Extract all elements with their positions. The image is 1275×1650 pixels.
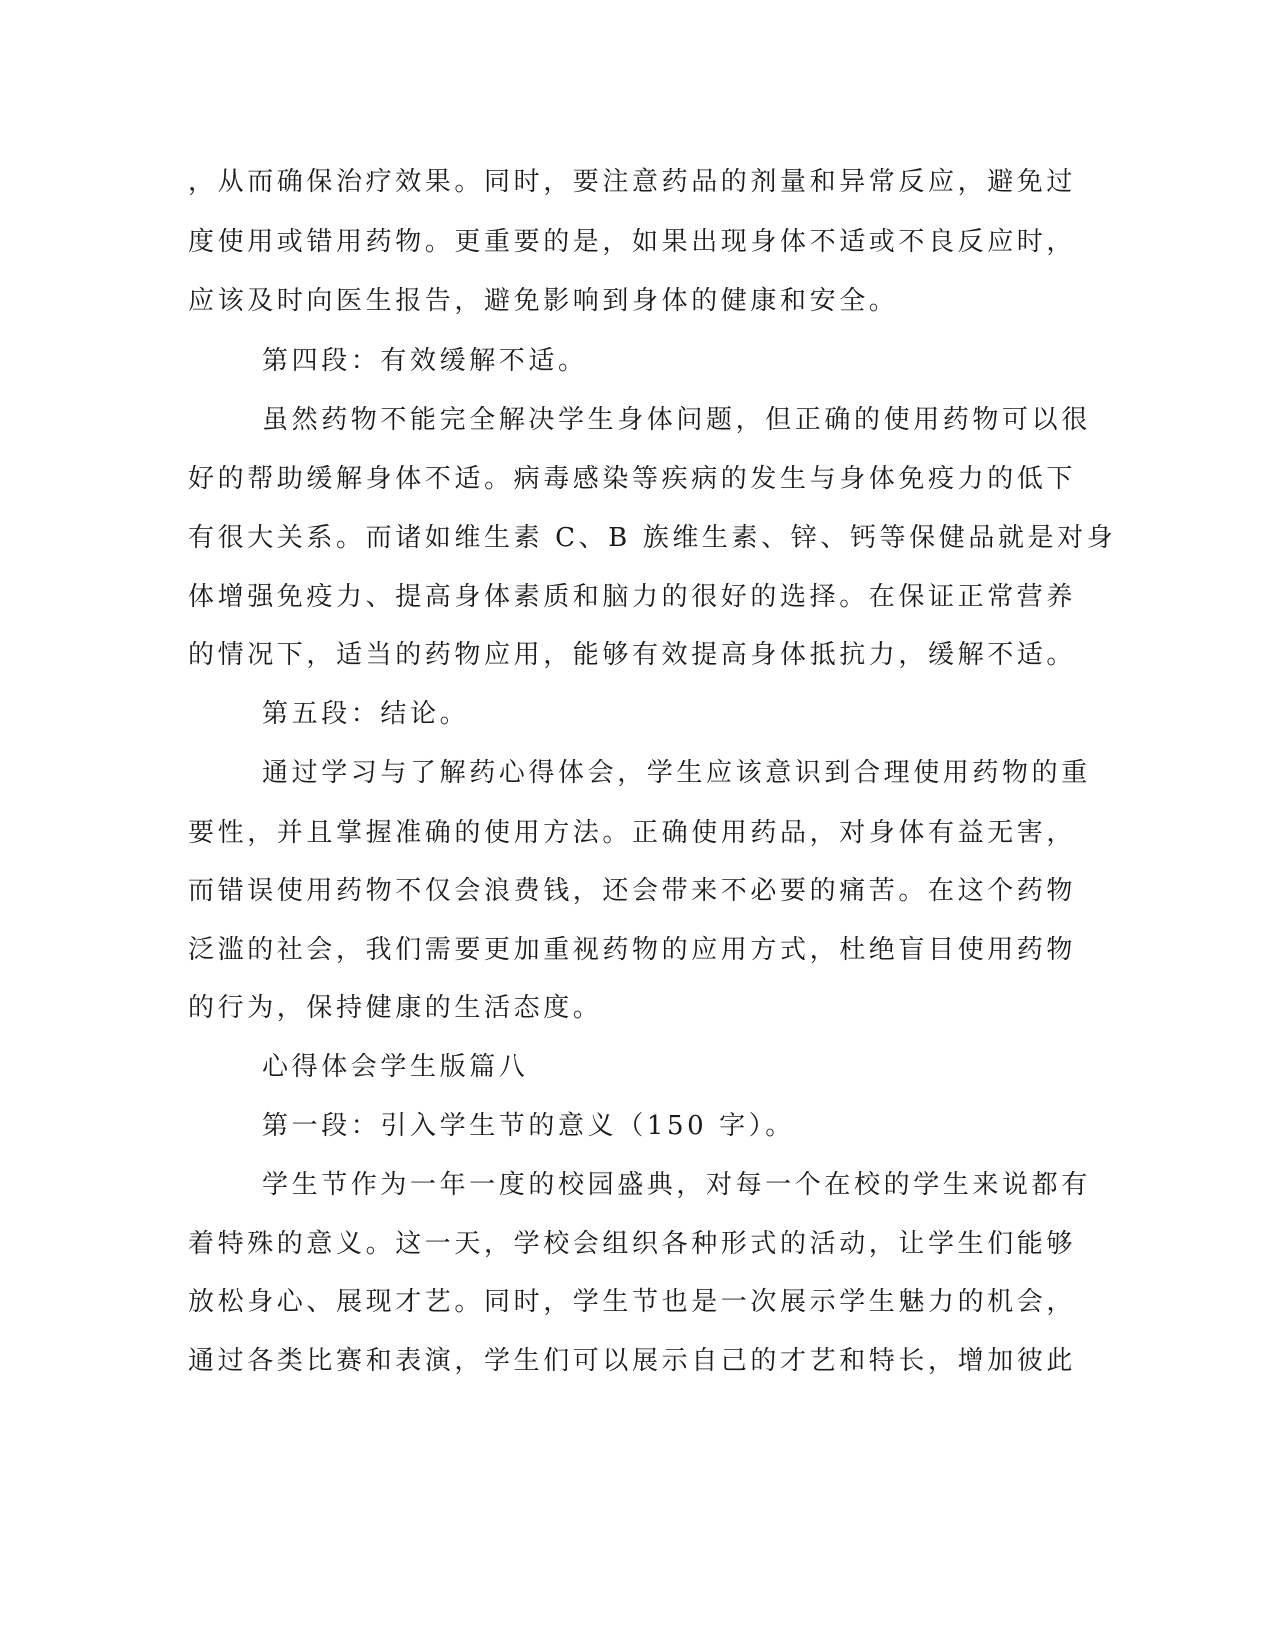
text-line: 度使用或错用药物。更重要的是，如果出现身体不适或不良反应时， <box>188 227 1077 257</box>
text-line: 而错误使用药物不仅会浪费钱，还会带来不必要的痛苦。在这个药物 <box>188 876 1077 906</box>
text-line: 通过各类比赛和表演，学生们可以展示自己的才艺和特长，增加彼此 <box>188 1346 1077 1376</box>
text-line: ，从而确保治疗效果。同时，要注意药品的剂量和异常反应，避免过 <box>188 167 1077 197</box>
text-line: 应该及时向医生报告，避免影响到身体的健康和安全。 <box>188 286 899 316</box>
section-title: 心得体会学生版篇八 <box>262 1052 529 1082</box>
section-heading: 第一段：引入学生节的意义（150 字）。 <box>262 1111 795 1141</box>
text-line: 有很大关系。而诸如维生素 C、B 族维生素、锌、钙等保健品就是对身 <box>188 523 1117 553</box>
text-line: 体增强免疫力、提高身体素质和脑力的很好的选择。在保证正常营养 <box>188 582 1077 612</box>
text-line: 好的帮助缓解身体不适。病毒感染等疾病的发生与身体免疫力的低下 <box>188 464 1077 494</box>
paragraph-first-line: 虽然药物不能完全解决学生身体问题，但正确的使用药物可以很 <box>262 405 1091 435</box>
section-heading: 第四段：有效缓解不适。 <box>262 346 588 376</box>
paragraph-first-line: 学生节作为一年一度的校园盛典，对每一个在校的学生来说都有 <box>262 1170 1091 1200</box>
section-heading: 第五段：结论。 <box>262 699 470 729</box>
text-line: 放松身心、展现才艺。同时，学生节也是一次展示学生魅力的机会， <box>188 1287 1077 1317</box>
paragraph-first-line: 通过学习与了解药心得体会，学生应该意识到合理使用药物的重 <box>262 758 1091 788</box>
text-line: 的情况下，适当的药物应用，能够有效提高身体抵抗力，缓解不适。 <box>188 640 1077 670</box>
text-line: 要性，并且掌握准确的使用方法。正确使用药品，对身体有益无害， <box>188 818 1077 848</box>
text-line: 的行为，保持健康的生活态度。 <box>188 993 603 1023</box>
text-line: 泛滥的社会，我们需要更加重视药物的应用方式，杜绝盲目使用药物 <box>188 935 1077 965</box>
text-line: 着特殊的意义。这一天，学校会组织各种形式的活动，让学生们能够 <box>188 1229 1077 1259</box>
